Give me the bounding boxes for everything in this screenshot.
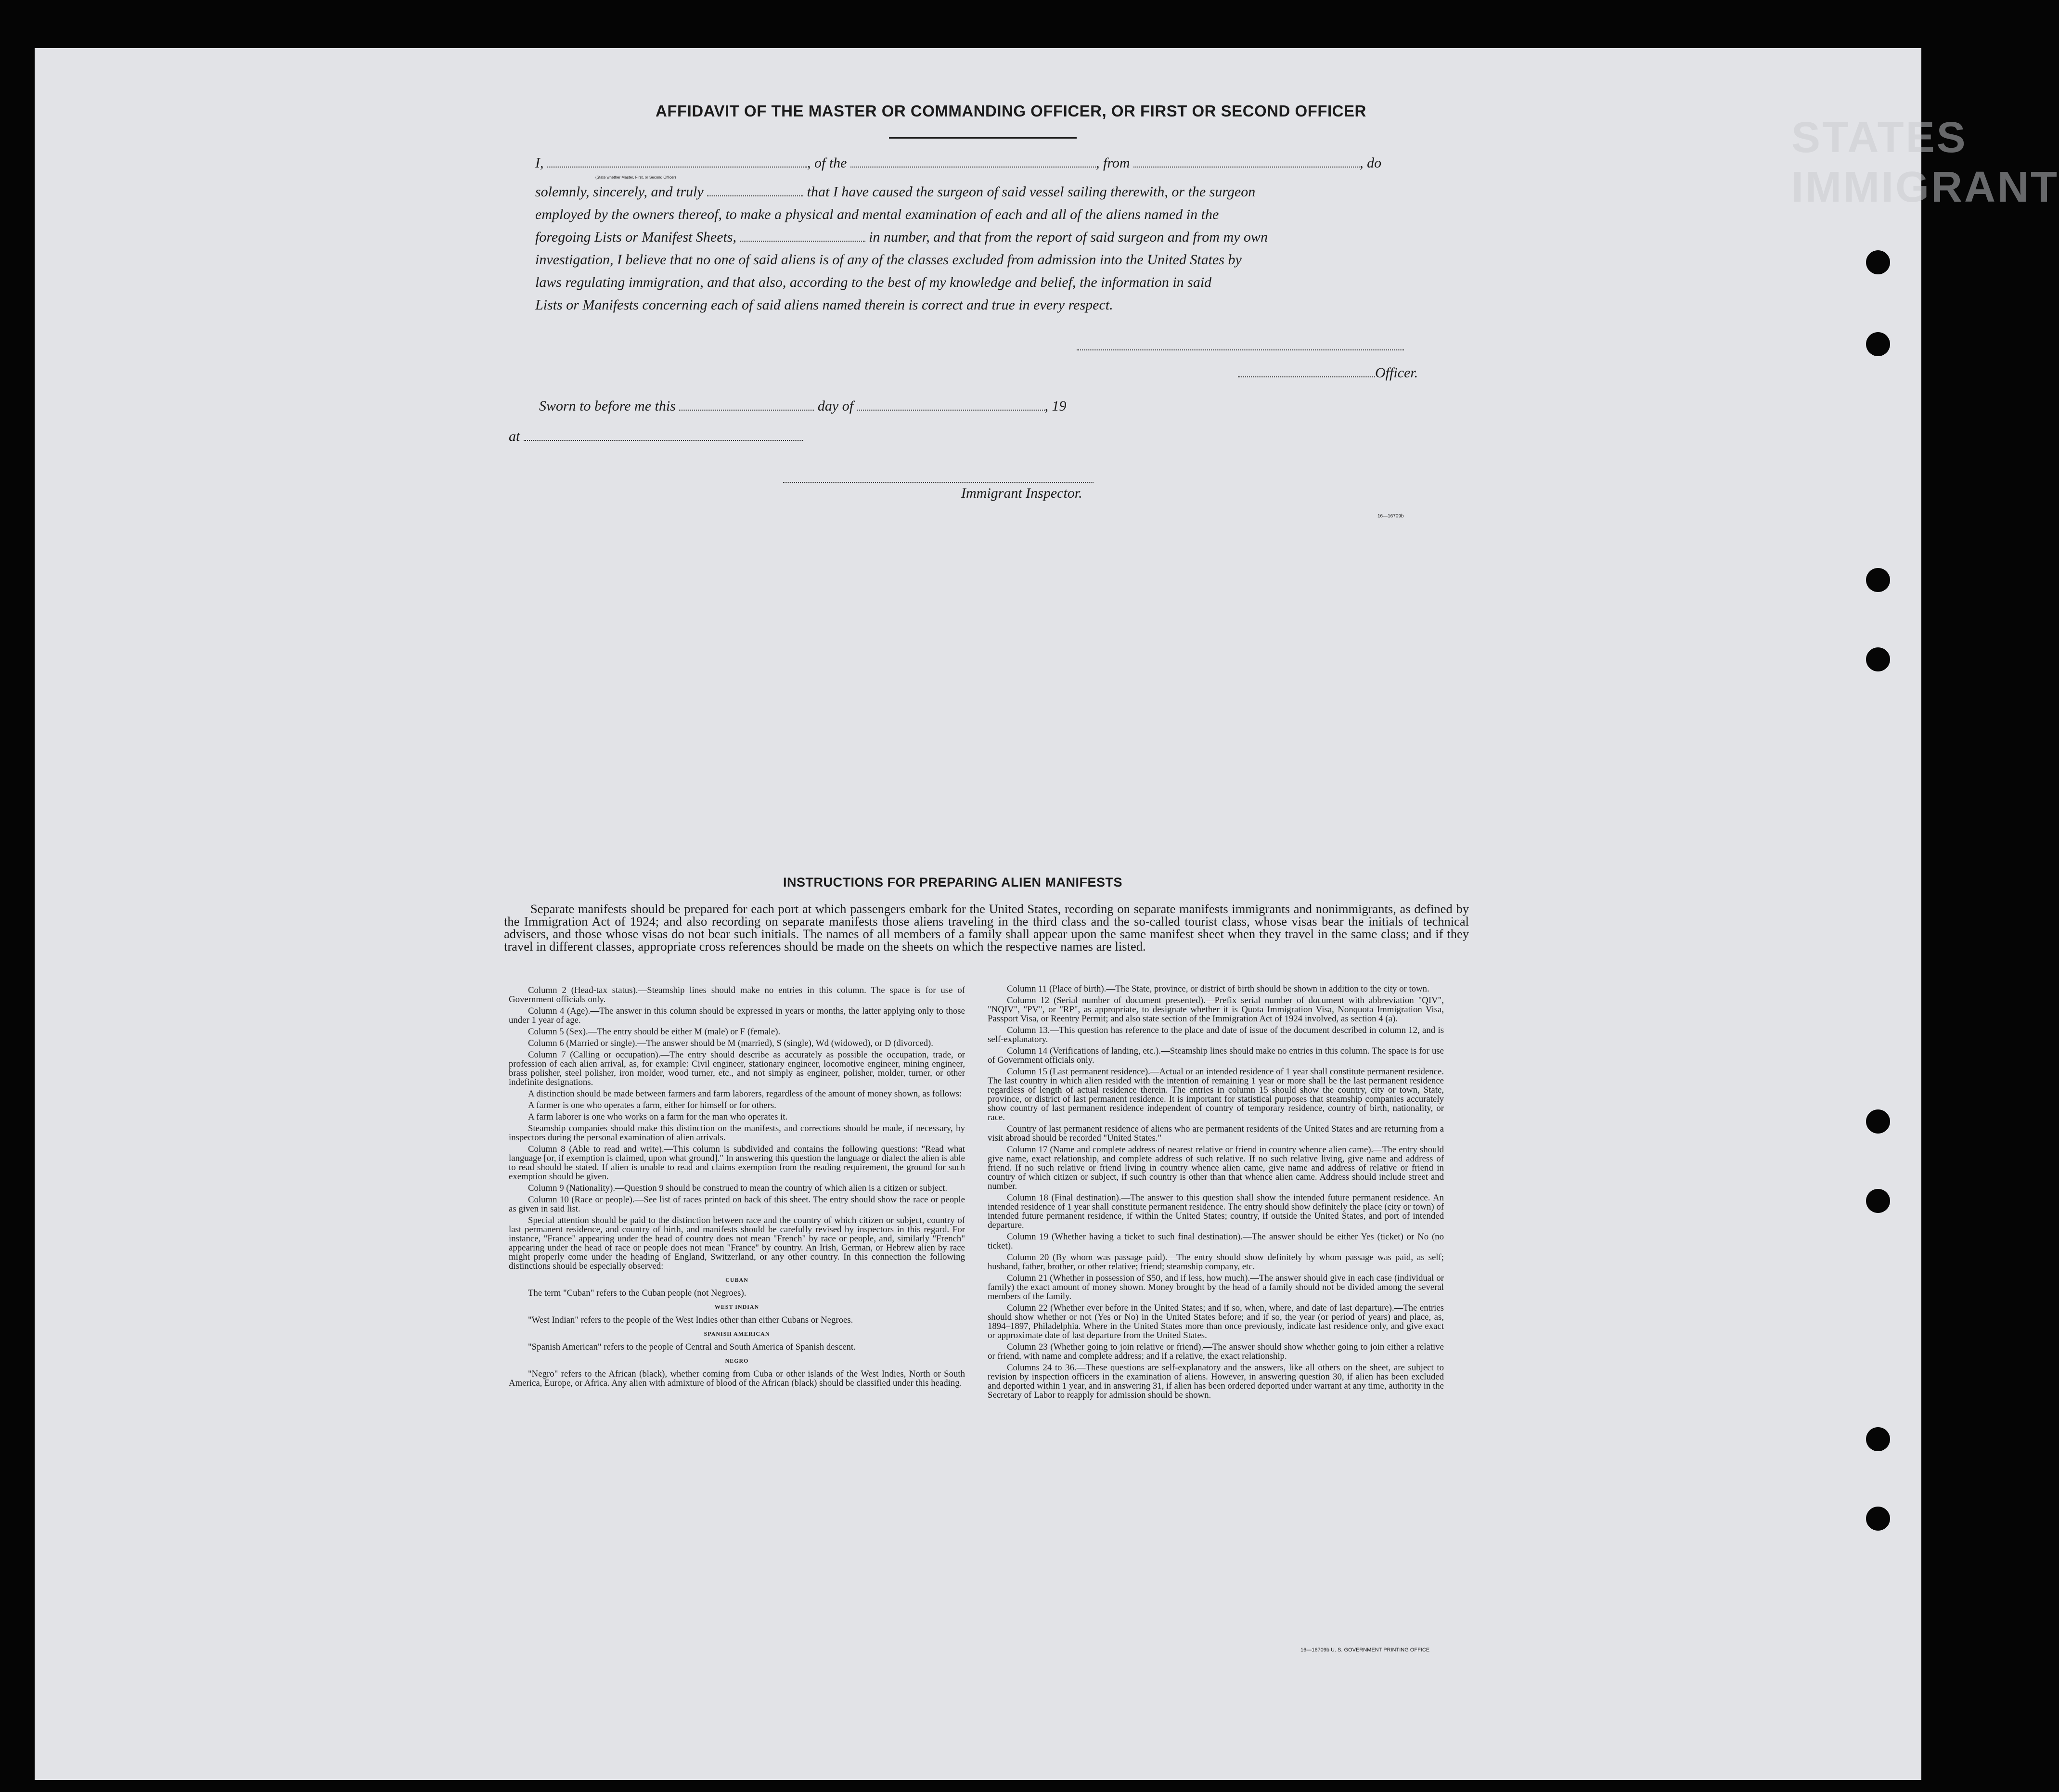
officer-signature: Officer. — [1238, 365, 1418, 381]
affidavit-line-6: laws regulating immigration, and that also, according to the best of my knowledge and belief, the information in said — [535, 274, 1212, 290]
instructions-right-column: Column 11 (Place of birth).—The State, province, or district of birth should be shown in addition to the city or town. Column 12 (Serial number of document presented).—Prefix serial number of document with abbreviation "QIV", "NQIV", "PV", or "RP", as appropriate, to designate whether it is Quota Immigration Visa, Nonquota Immigration Visa, Passport Visa, or Reentry Permit; and also state section of the Immigration Act of 1924 involved, as section 4 (a). Column 13.—This question has reference to the place and date of issue of the document described in column 12, and is self-explanatory. Column 14 (Verifications of landing, etc.).—Steamship lines should make no entries in this column. The space is for use of Government officials only. Column 15 (Last permanent residence).—Actual or an intended residence of 1 year shall constitute permanent residence. The last country in which alien resided with the intention of remaining 1 year or more shall be the last permanent residence regardless of length of actual residence therein. The entries in column 15 should show the country, city or town, State, province, or district of last permanent residence. It is important for statistical purposes that steamship companies accurately show country of last permanent residence independent of country of temporary residence, country of birth, nationality, or race. Country of last permanent residence of aliens who are permanent residents of the United States and are returning from a visit abroad should be recorded "United States." Column 17 (Name and complete address of nearest relative or friend in country whence alien came).—The entry should give name, exact relationship, and complete address of such relative. If no such relative living, give name and address of friend. If no such relative or friend living in country whence alien came, give name and address of relative or friend in country of which citizen or subject, if such country is other than that whence alien came. Address should include street and number. Column 18 (Final destination).—The answer to this question shall show the intended future permanent residence. An intended residence of 1 year shall constitute permanent residence. The entry should show definitely the place (city or town) of intended future permanent residence, if within the United States; country, if outside the United States, and port of intended departure. Column 19 (Whether having a ticket to such final destination).—The answer should be either Yes (ticket) or No (no ticket). Column 20 (By whom was passage paid).—The entry should show definitely by whom passage was paid, as self; husband, father, brother, or other relative; friend; steamship company, etc. Column 21 (Whether in possession of $50, and if less, how much).—The answer should give in each case (individual or family) the exact amount of money shown. Money brought by the head of a family should not be divided among the several members of the family. Column 22 (Whether ever before in the United States; and if so, when, where, and date of last departure).—The entries should show whether or not (Yes or No) in the United States before; and if so, the year (or period of years) and place, as, 1894–1897, Philadelphia. Where in the United States more than once previously, indicate last residence only, and give exact or approximate date of last departure from the United States. Column 23 (Whether going to join relative or friend).—The answer should show whether going to join either a relative or friend, with name and complete address; and if a relative, the exact relationship. Columns 24 to 36.—These questions are self-explanatory and the answers, like all others on the sheet, are subject to revision by inspection officers in the examination of aliens. However, in answering question 30, if alien has been excluded and deported within 1 year, and in answering 31, if alien has been ordered deported under warrant at any time, authority in the Secretary of Labor to reapply for admission should be shown. — [988, 984, 1444, 1400]
affidavit-title: AFFIDAVIT OF THE MASTER OR COMMANDING OFFICER, OR FIRST OR SECOND OFFICER — [656, 102, 1366, 120]
inspector-signature-line — [783, 479, 1094, 483]
instructions-left-column: Column 2 (Head-tax status).—Steamship lines should make no entries in this column. The space is for use of Government officials only. Column 4 (Age).—The answer in this column should be expressed in years or months, the latter applying only to those under 1 year of age. Column 5 (Sex).—The entry should be either M (male) or F (female). Column 6 (Married or single).—The answer should be M (married), S (single), Wd (widowed), or D (divorced). Column 7 (Calling or occupation).—The entry should describe as accurately as possible the occupation, trade, or profession of each alien arrival, as, for example: Civil engineer, stationary engineer, locomotive engineer, mining engineer, brass polisher, steel polisher, iron molder, wood turner, etc., and not simply as engineer, polisher, molder, turner, or other indefinite designations. A distinction should be made between farmers and farm laborers, regardless of the amount of money shown, as follows: A farmer is one who operates a farm, either for himself or for others. A farm laborer is one who works on a farm for the man who operates it. Steamship companies should make this distinction on the manifests, and corrections should be made, if necessary, by inspectors during the personal examination of alien arrivals. Column 8 (Able to read and write).—This column is subdivided and contains the following questions: "Read what language [or, if exemption is claimed, upon what ground]." In answering this question the language or dialect the alien is able to read should be stated. If alien is unable to read and claims exemption from the reading requirement, the ground for such exemption should be given. Column 9 (Nationality).—Question 9 should be construed to mean the country of which alien is a citizen or subject. Column 10 (Race or people).—See list of races printed on back of this sheet. The entry should show the race or people as given in said list. Special attention should be paid to the distinction between race and the country of which citizen or subject, country of last permanent residence, and country of birth, and manifests should be carefully revised by inspectors in this regard. For instance, "France" appearing under the head of country does not mean "French" by race or people, and, similarly "French" appearing under the head of race or people does not mean "France" by country. An Irish, German, or Hebrew alien by race might properly come under the heading of England, Switzerland, or any other country. In this connection the following distinctions should be especially observed: CUBAN The term "Cuban" refers to the Cuban people (not Negroes). WEST INDIAN "West Indian" refers to the people of the West Indies other than either Cubans or Negroes. SPANISH AMERICAN "Spanish American" refers to the people of Central and South America of Spanish descent. NEGRO "Negro" refers to the African (black), whether coming from Cuba or other islands of the West Indies, North or South America, Europe, or Africa. Any alien with admixture of blood of the African (black) should be classified under this heading. — [509, 985, 965, 1388]
officer-rank-note: (State whether Master, First, or Second Officer) — [595, 175, 676, 180]
punch-hole — [1866, 332, 1890, 356]
affidavit-line-2: solemnly, sincerely, and truly that I have caused the surgeon of said vessel sailing therewith, or the surgeon — [535, 184, 1256, 200]
heading-spanish-american: SPANISH AMERICAN — [704, 1330, 770, 1337]
punch-hole — [1866, 647, 1890, 671]
heading-negro: NEGRO — [725, 1357, 749, 1364]
at-line: at — [509, 428, 803, 445]
bleed-through-text: STATES IMMIGRANT — [1791, 114, 2059, 211]
signature-line-1 — [1077, 347, 1404, 350]
punch-hole — [1866, 568, 1890, 592]
punch-hole — [1866, 1427, 1890, 1451]
title-underline — [889, 137, 1077, 139]
form-number: 16—16709b — [1377, 514, 1404, 519]
affidavit-line-1: I, , of the , from , do — [535, 155, 1382, 171]
heading-west-indian: WEST INDIAN — [714, 1303, 759, 1310]
affidavit-line-3: employed by the owners thereof, to make a physical and mental examination of each and all of the aliens named in the — [535, 206, 1219, 222]
immigrant-inspector: Immigrant Inspector. — [961, 485, 1082, 501]
footer-print-office: 16—16709b U. S. GOVERNMENT PRINTING OFFICE — [1300, 1647, 1430, 1653]
document-page — [35, 48, 2059, 1780]
punch-hole — [1866, 1507, 1890, 1531]
punch-hole — [1866, 1109, 1890, 1134]
affidavit-line-5: investigation, I believe that no one of said aliens is of any of the classes excluded from admission into the United States by — [535, 252, 1242, 268]
sworn-line: Sworn to before me this day of , 19 — [539, 398, 1067, 414]
affidavit-line-7: Lists or Manifests concerning each of said aliens named therein is correct and true in every respect. — [535, 297, 1113, 313]
punch-hole — [1866, 1189, 1890, 1213]
heading-cuban: CUBAN — [725, 1276, 748, 1283]
punch-hole — [1866, 250, 1890, 274]
affidavit-line-4: foregoing Lists or Manifest Sheets, in number, and that from the report of said surgeon and from my own — [535, 229, 1268, 245]
instructions-intro: Separate manifests should be prepared for each port at which passengers embark for the United States, recording on separate manifests immigrants and nonimmigrants, as defined by the Immigration Act of 1924; and also recording on separate manifests those aliens traveling in the third class and the so-called tourist class, whose visas bear the initials of technical advisers, and those whose visas do not bear such initials. The names of all members of a family shall appear upon the same manifest sheet when they travel in the same class; and if they travel in different classes, appropriate cross references should be made on the sheets on which the respective names are listed. — [504, 902, 1469, 954]
instructions-title: INSTRUCTIONS FOR PREPARING ALIEN MANIFESTS — [783, 875, 1123, 890]
